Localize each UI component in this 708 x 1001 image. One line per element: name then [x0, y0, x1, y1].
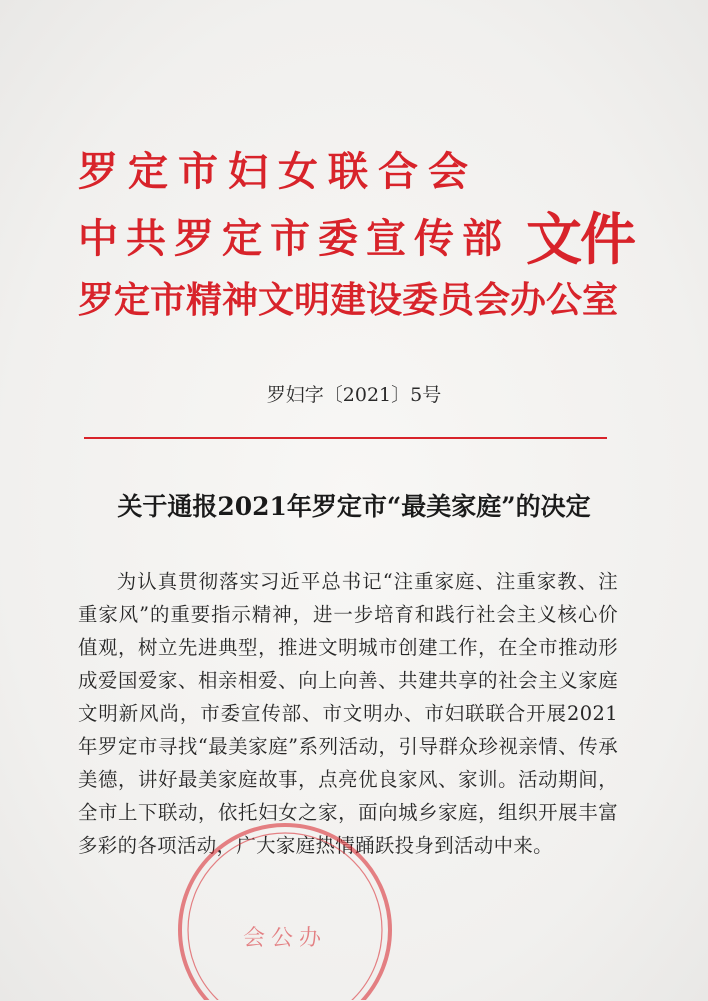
official-seal-icon — [170, 820, 400, 1000]
issuer-line-2: 中共罗定市委宣传部 — [78, 215, 510, 262]
red-divider-line — [84, 437, 607, 439]
document-title: 关于通报2021年罗定市“最美家庭”的决定 — [117, 492, 591, 521]
body-paragraph: 为认真贯彻落实习近平总书记“注重家庭、注重家教、注重家风”的重要指示精神，进一步培育和践行社会主义核心价值观，树立先进典型，推进文明城市创建工作，在全市推动形成爱国爱家、相亲相爱、向上向善、共建共享的社会主义家庭文明新风尚，市委宣传部、市文明办、市妇联联合开展2021年罗定市寻找“最美家庭”系列活动，引导群众珍视亲情、传承美德，讲好最美家庭故事，点亮优良家风、家训。活动期间，全市上下联动，依托妇女之家，面向城乡家庭，组织开展丰富多彩的各项活动，广大家庭热情踊跃投身到活动中来。 — [78, 570, 618, 857]
seal-text: 会公办 — [242, 926, 328, 951]
document-type-label: 文件 — [526, 207, 634, 273]
document-number: 罗妇字〔2021〕5号 — [266, 384, 442, 406]
issuer-line-3: 罗定市精神文明建设委员会办公室 — [78, 279, 619, 321]
issuer-line-1: 罗定市妇女联合会 — [78, 148, 478, 195]
